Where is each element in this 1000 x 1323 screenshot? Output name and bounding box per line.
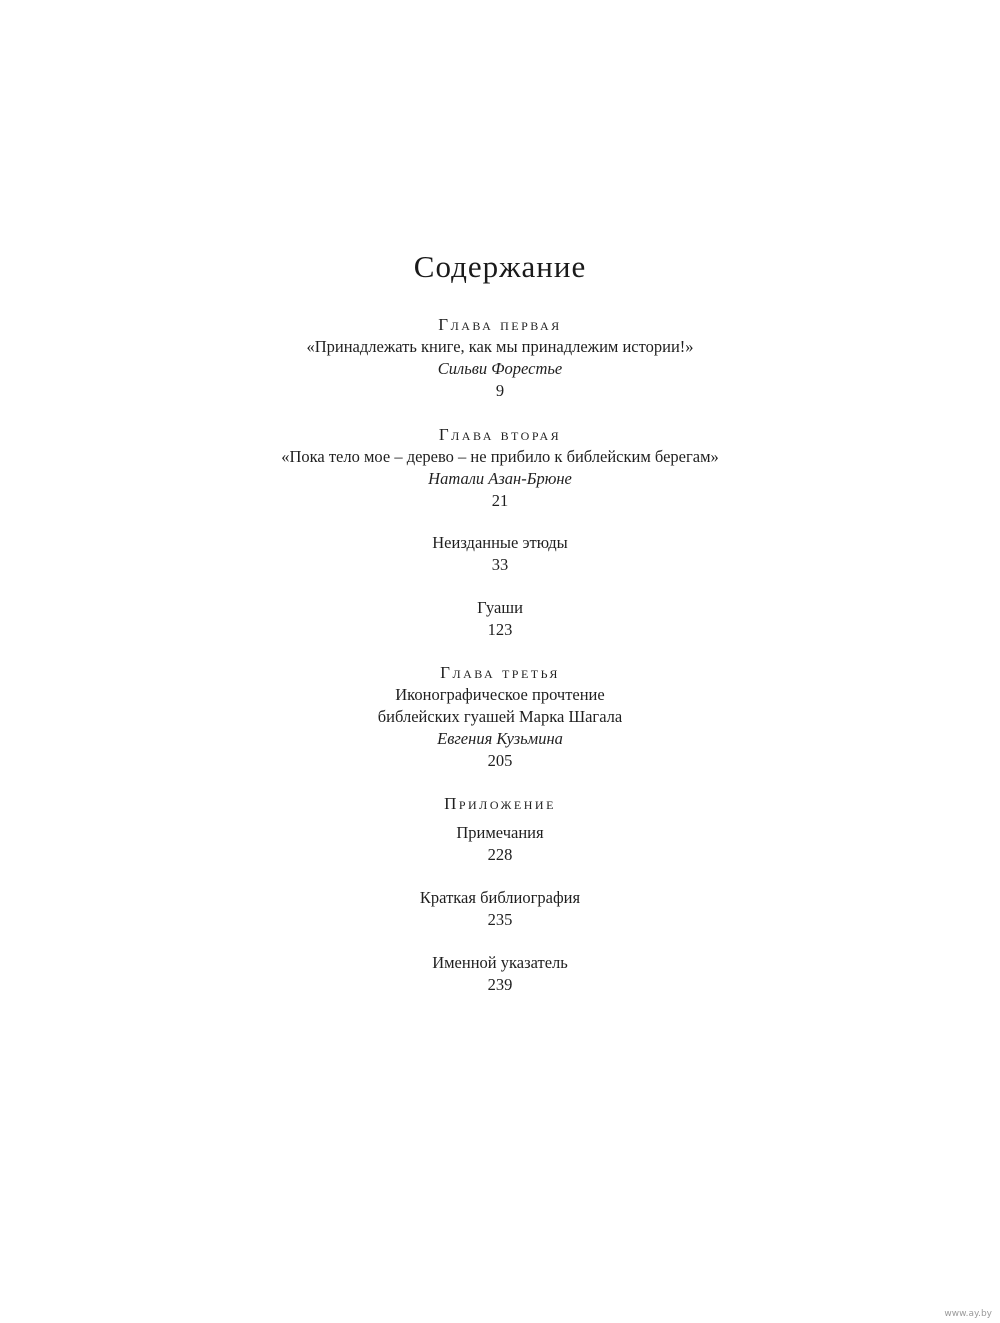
chapter-title: «Принадлежать книге, как мы принадлежим истории!» — [306, 337, 694, 356]
chapter-title-line-2: библейских гуашей Марка Шагала — [377, 707, 623, 726]
toc-entry-chapter-2 — [0, 424, 1000, 512]
section-title: Примечания — [456, 823, 544, 842]
page-number: 239 — [487, 975, 513, 994]
appendix-heading: Приложение — [444, 794, 556, 813]
chapter-heading: Глава первая — [438, 315, 562, 334]
table-of-contents — [0, 314, 1000, 996]
toc-entry-chapter-1 — [0, 314, 1000, 402]
page-number: 235 — [487, 910, 513, 929]
toc-entry-name-index — [0, 952, 1000, 996]
page-number: 9 — [495, 381, 505, 400]
page-number: 33 — [491, 555, 509, 574]
chapter-title-line-1: Иконографическое прочтение — [395, 685, 605, 704]
page-number: 21 — [491, 491, 509, 510]
toc-entry-unpublished-studies — [0, 532, 1000, 576]
chapter-author: Евгения Кузьмина — [437, 729, 563, 748]
watermark: www.ay.by — [944, 1309, 992, 1319]
toc-entry-gouaches — [0, 597, 1000, 641]
toc-entry-chapter-3 — [0, 662, 1000, 772]
section-title: Краткая библиография — [419, 888, 581, 907]
chapter-author: Натали Азан-Брюне — [428, 469, 572, 488]
page-number: 123 — [487, 620, 513, 639]
page-number: 205 — [487, 751, 513, 770]
toc-entry-notes — [0, 822, 1000, 866]
page-number: 228 — [487, 845, 513, 864]
toc-entry-appendix — [0, 793, 1000, 815]
chapter-title: «Пока тело мое – дерево – не прибило к библейским берегам» — [281, 447, 719, 466]
chapter-heading: Глава вторая — [438, 425, 562, 444]
toc-entry-bibliography — [0, 887, 1000, 931]
section-title: Неизданные этюды — [432, 533, 568, 552]
section-title: Гуаши — [477, 598, 523, 617]
page-title: Содержание — [413, 249, 587, 284]
chapter-heading: Глава третья — [440, 663, 560, 682]
chapter-author: Сильви Форестье — [437, 359, 563, 378]
section-title: Именной указатель — [432, 953, 568, 972]
